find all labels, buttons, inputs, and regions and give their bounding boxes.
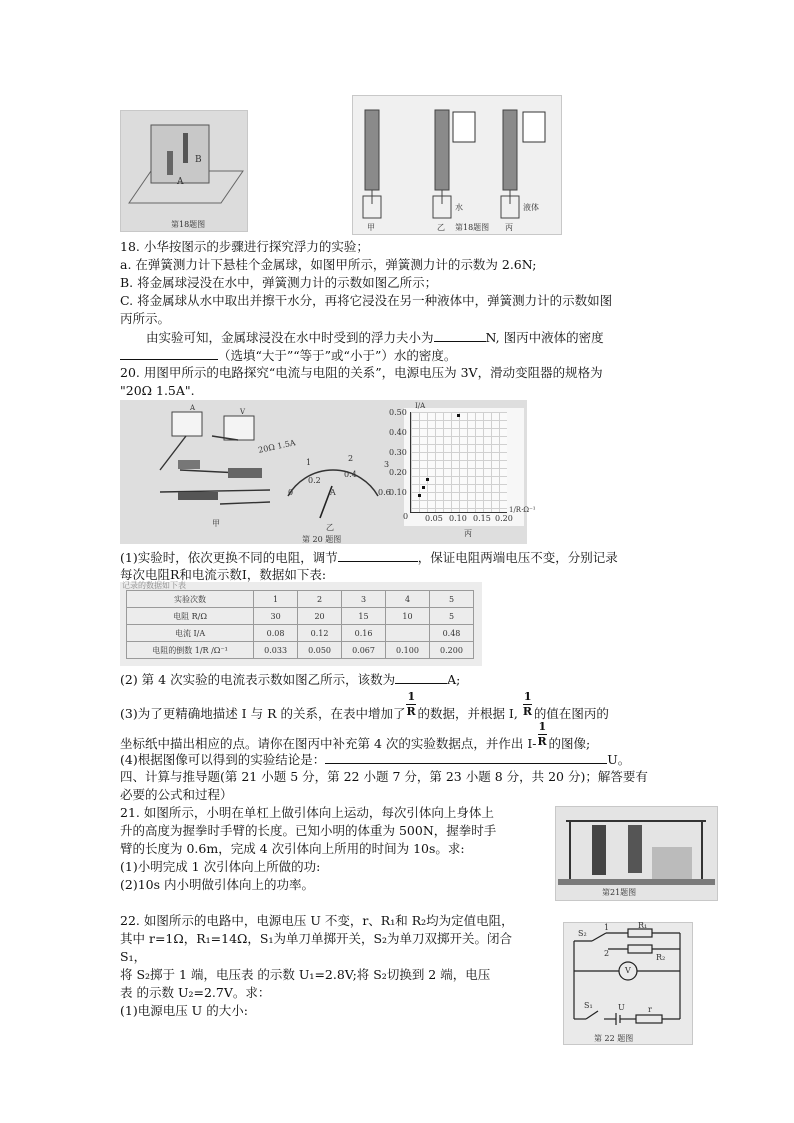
x-tick-0-10: 0.10 [449, 514, 467, 523]
label-liquid: 液体 [523, 203, 539, 212]
figure-21-drawing [556, 807, 717, 900]
table-row [127, 625, 474, 642]
y-tick-0-10: 0.10 [389, 488, 407, 497]
table-top-text: 记录的数据如下表 [122, 581, 186, 590]
q18-question-line2 [120, 346, 456, 365]
q20-title-cont: "20Ω 1.5A". [120, 383, 195, 398]
ammeter-tick-0-4: 0.4 [344, 470, 357, 479]
label-r: r [648, 1005, 652, 1014]
fraction-denominator: R [537, 735, 547, 748]
label-u: U [618, 1003, 625, 1012]
q20-part1-b: ，保证电阻两端电压不变，分别记录 [417, 550, 618, 565]
ammeter-letter: A [330, 488, 336, 497]
data-point-5 [457, 414, 460, 417]
q20-part3-d: 坐标纸中描出相应的点。请你在图丙中补充第 4 次的实验数据点，并作出 I- [120, 736, 537, 751]
figure-18-caption: 第18题图 [171, 220, 206, 229]
y-tick-0-30: 0.30 [389, 448, 407, 457]
figure-22-caption: 第 22 题图 [594, 1034, 634, 1043]
graph-y-label: I/A [415, 402, 426, 410]
label-terminal-1: 1 [604, 923, 610, 932]
q20-part4 [120, 750, 630, 769]
figure-22-drawing [564, 923, 692, 1044]
figure-19-photo [352, 95, 562, 235]
fraction-1-over-r [522, 690, 534, 718]
table-cell: 0.48 [429, 625, 473, 642]
q20-part2-b: A; [447, 672, 461, 687]
x-tick-0-15: 0.15 [473, 514, 491, 523]
q18-step-b: B. 将金属球浸没在水中，弹簧测力计的示数如图乙所示； [120, 275, 438, 290]
label-yi: 乙 [437, 223, 445, 232]
label-terminal-2: 2 [604, 949, 610, 958]
q20-part3-c: 的值在图丙的 [533, 706, 609, 721]
figure-21-photo [555, 806, 718, 901]
q22-line4: 将 S₂掷于 1 端，电压表 的示数 U₁=2.8V;将 S₂切换到 2 端，电压 [120, 967, 491, 982]
table-cell-empty[interactable] [386, 625, 430, 642]
table-cell: 电流 I/A [127, 625, 254, 642]
label-a: A [177, 177, 184, 187]
figure-22-circuit [563, 922, 693, 1045]
table-header-cell: 4 [386, 591, 430, 608]
voltmeter-icon: V [625, 966, 631, 975]
q20-part1-line2: 每次电阻R和电流示数I，数据如下表: [120, 567, 327, 582]
q21-sub1: (1)小明完成 1 次引体向上所做的功: [120, 859, 321, 874]
figure-18-drawing [121, 111, 247, 231]
q18-title: 18. 小华按图示的步骤进行探究浮力的实验； [120, 239, 369, 254]
table-cell: 0.033 [254, 642, 298, 659]
q20-part1-blank[interactable] [338, 548, 418, 562]
fraction-denominator: R [406, 705, 416, 718]
q18-question-part1: 由实验可知，金属球浸没在水中时受到的浮力夫小为 [146, 330, 434, 345]
table-header-cell: 1 [254, 591, 298, 608]
graph-origin: 0 [403, 512, 409, 521]
q20-part1-line1 [120, 548, 618, 567]
label-r1: R₁ [638, 921, 648, 930]
figure-19-caption: 第18题图 [455, 223, 490, 232]
label-s2: S₂ [578, 929, 587, 938]
table-header-row [127, 591, 474, 608]
fraction-1-over-r [405, 690, 417, 718]
q21-line3: 臂的长度为 0.6m，完成 4 次引体向上所用的时间为 10s。求: [120, 841, 465, 856]
q20-part2-a: (2) 第 4 次实验的电流表示数如图乙所示，该数为 [120, 672, 396, 687]
fraction-denominator: R [522, 705, 532, 718]
table-cell: 0.067 [342, 642, 386, 659]
data-point-1 [418, 494, 421, 497]
q20-part3-a: (3)为了更精确地描述 I 与 R 的关系，在表中增加了 [120, 706, 406, 721]
x-tick-0-20: 0.20 [495, 514, 513, 523]
table-cell: 0.16 [342, 625, 386, 642]
q22-line5: 表 的示数 U₂=2.7V。求： [120, 985, 271, 1000]
fraction-numerator: 1 [523, 690, 532, 703]
q18-question-part2: N, 图丙中液体的密度 [485, 330, 604, 345]
q21-line1: 21. 如图所示，小明在单杠上做引体向上运动，每次引体向上身体上 [120, 805, 494, 820]
ammeter-jia-label: A [190, 404, 196, 412]
y-tick-0-50: 0.50 [389, 408, 407, 417]
q22-sub1: (1)电源电压 U 的大小: [120, 1003, 248, 1018]
q20-part4-a: (4)根据图像可以得到的实验结论是： [120, 752, 326, 767]
label-bing-20: 丙 [464, 529, 472, 538]
figure-20-caption: 第 20 题图 [302, 535, 342, 544]
q18-density-blank[interactable] [120, 346, 218, 360]
table-cell: 10 [386, 608, 430, 625]
table-header-cell: 实验次数 [127, 591, 254, 608]
q20-part3-line1 [120, 690, 609, 723]
figure-19-drawing [353, 96, 561, 234]
ammeter-tick-1: 1 [306, 458, 312, 467]
q20-part2 [120, 670, 460, 689]
q22-line1: 22. 如图所示的电路中，电源电压 U 不变，r、R₁和 R₂均为定值电阻， [120, 913, 514, 928]
fraction-numerator: 1 [538, 720, 547, 733]
q20-part3-b: 的数据，并根据 I, [417, 706, 518, 721]
label-bing: 丙 [505, 223, 513, 232]
table-cell: 电阻 R/Ω [127, 608, 254, 625]
label-jia: 甲 [367, 223, 375, 232]
fraction-numerator: 1 [407, 690, 416, 703]
q20-part3-e: 的图像; [548, 736, 591, 751]
label-jia-20: 甲 [212, 519, 220, 528]
data-table [126, 590, 474, 659]
q20-part2-blank[interactable] [395, 670, 447, 684]
y-tick-0-40: 0.40 [389, 428, 407, 437]
figure-18-photo [120, 110, 248, 232]
data-table-wrap [120, 582, 482, 666]
table-cell: 20 [298, 608, 342, 625]
graph-bing [389, 402, 536, 523]
table-cell: 15 [342, 608, 386, 625]
q18-question-part3: （选填“大于”“等于”或“小于”）水的密度。 [218, 348, 457, 363]
table-cell: 0.050 [298, 642, 342, 659]
label-s1: S₁ [584, 1001, 593, 1010]
figure-21-caption: 第21题图 [602, 888, 637, 897]
table-row [127, 608, 474, 625]
voltmeter-jia-label: V [240, 408, 246, 416]
section-4-heading-cont: 必要的公式和过程） [120, 787, 233, 802]
ammeter-tick-0-2: 0.2 [308, 476, 321, 485]
graph-x-label: 1/R·Ω⁻¹ [509, 506, 536, 514]
q21-line2: 升的高度为握拳时手臂的长度。已知小明的体重为 500N，握拳时手 [120, 823, 497, 838]
q18-question-line1 [146, 328, 604, 347]
q22-line2: 其中 r=1Ω，R₁=14Ω，S₁为单刀单掷开关，S₂为单刀双掷开关。闭合 [120, 931, 513, 946]
y-tick-0-20: 0.20 [389, 468, 407, 477]
table-row [127, 642, 474, 659]
table-cell: 0.12 [298, 625, 342, 642]
table-cell: 0.08 [254, 625, 298, 642]
table-header-cell: 5 [429, 591, 473, 608]
q20-title: 20. 用图甲所示的电路探究“电流与电阻的关系”，电源电压为 3V，滑动变阻器的规格为 [120, 365, 603, 380]
table-cell: 电阻的倒数 1/R /Ω⁻¹ [127, 642, 254, 659]
handwriting-note: 20Ω 1.5A [257, 438, 297, 455]
label-water: 水 [455, 203, 463, 212]
table-cell: 30 [254, 608, 298, 625]
table-cell: 0.200 [429, 642, 473, 659]
ammeter-tick-0-6: 0.6 [378, 488, 391, 497]
label-yi-20: 乙 [326, 523, 334, 532]
ammeter-tick-0: 0 [288, 488, 294, 497]
q18-buoyancy-blank[interactable] [434, 328, 486, 342]
q20-part4-b: U。 [607, 752, 631, 767]
data-point-3 [426, 478, 429, 481]
ammeter-tick-2: 2 [348, 454, 354, 463]
table-cell: 5 [429, 608, 473, 625]
table-cell: 0.100 [386, 642, 430, 659]
section-4-heading: 四、计算与推导题(第 21 小题 5 分，第 22 小题 7 分，第 23 小题 8 分，共 20 分)；解答要有 [120, 769, 648, 784]
q20-part1-a: (1)实验时，依次更换不同的电阻，调节 [120, 550, 338, 565]
fraction-1-over-r [537, 720, 549, 748]
data-point-2 [422, 486, 425, 489]
q21-sub2: (2)10s 内小明做引体向上的功率。 [120, 877, 315, 892]
ammeter-tick-3: 3 [384, 460, 390, 469]
table-header-cell: 3 [342, 591, 386, 608]
label-b: B [195, 155, 202, 165]
table-header-cell: 2 [298, 591, 342, 608]
label-r2: R₂ [656, 953, 666, 962]
q22-line3: S₁， [120, 949, 147, 964]
q18-step-c: C. 将金属球从水中取出并擦干水分，再将它浸没在另一种液体中，弹簧测力计的示数如图 [120, 293, 613, 308]
q18-step-a: a. 在弹簧测力计下悬桂个金属球，如图甲所示，弹簧测力计的示数为 2.6N; [120, 257, 537, 272]
q20-conclusion-blank[interactable] [325, 750, 607, 764]
q18-step-c-cont: 丙所示。 [120, 311, 171, 326]
x-tick-0-05: 0.05 [425, 514, 443, 523]
